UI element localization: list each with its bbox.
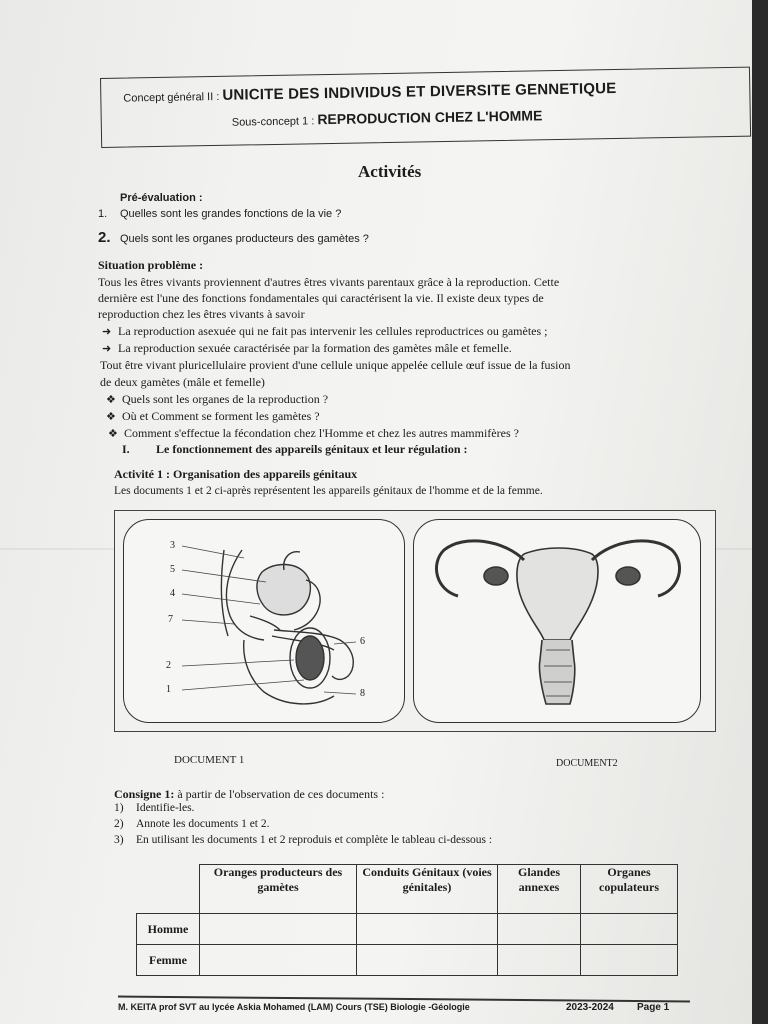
male-label-7: 7	[168, 614, 173, 625]
subconcept-title: REPRODUCTION CHEZ L'HOMME	[317, 107, 543, 128]
table-header-cell: Glandes annexes	[498, 865, 581, 914]
consigne-item-3	[114, 834, 492, 846]
male-label-6: 6	[360, 636, 365, 647]
table-cell[interactable]	[200, 945, 357, 976]
situation-line-5: de deux gamètes (mâle et femelle)	[100, 375, 265, 389]
question-1	[98, 208, 341, 220]
question-2-text: Quels sont les organes producteurs des gamètes ?	[120, 233, 369, 245]
table-header-cell: Oranges producteurs des gamètes	[200, 865, 357, 914]
situation-line-1: Tous les êtres vivants proviennent d'autres êtres vivants parentaux grâce à la reproduction. Cette	[98, 275, 560, 289]
male-label-2: 2	[166, 660, 171, 671]
table-header-cell: Organes copulateurs	[581, 865, 678, 914]
document-1-caption: DOCUMENT 1	[174, 754, 245, 766]
situation-question-2	[106, 409, 320, 424]
document-2-caption: DOCUMENT2	[556, 758, 618, 769]
page-title: Activités	[358, 162, 422, 181]
female-reproductive-system-drawing	[414, 520, 701, 723]
consigne-item-1-text: Identifie-les.	[136, 802, 195, 814]
question-1-num: 1.	[98, 208, 108, 220]
table-cell[interactable]	[498, 945, 581, 976]
bullet-item-2	[102, 341, 512, 356]
consigne-item-3-num: 3)	[114, 834, 124, 846]
situation-question-2-text: Où et Comment se forment les gamètes ?	[122, 409, 320, 423]
table-cell[interactable]	[357, 914, 498, 945]
diamond-bullet-icon: ❖	[106, 394, 116, 406]
subconcept-line	[232, 107, 543, 130]
consigne-line	[114, 787, 384, 802]
bullet-item-1	[102, 324, 548, 339]
table-cell[interactable]	[357, 945, 498, 976]
consigne-item-2	[114, 818, 270, 830]
table-cell[interactable]	[200, 914, 357, 945]
consigne-label: Consigne 1:	[114, 787, 175, 801]
consigne-text: à partir de l'observation de ces documents :	[174, 787, 385, 801]
footer-year: 2023-2024	[566, 1002, 614, 1013]
table-row-header-homme: Homme	[137, 914, 200, 945]
table-row	[137, 945, 678, 976]
activity-title: Activité 1 : Organisation des appareils génitaux	[114, 467, 358, 481]
consigne-item-2-text: Annote les documents 1 et 2.	[136, 818, 270, 830]
summary-table	[136, 864, 678, 976]
table-header-row	[137, 865, 678, 914]
figure-genital-systems	[114, 510, 716, 732]
table-row	[137, 914, 678, 945]
consigne-item-2-num: 2)	[114, 818, 124, 830]
pre-eval-heading: Pré-évaluation :	[120, 192, 203, 204]
concept-line	[123, 80, 616, 107]
table-cell[interactable]	[498, 914, 581, 945]
male-label-3: 3	[170, 540, 175, 551]
consigne-item-1-num: 1)	[114, 802, 124, 814]
male-diagram	[123, 519, 405, 723]
situation-heading: Situation problème :	[98, 258, 204, 272]
question-2-num: 2.	[98, 229, 111, 246]
male-label-4: 4	[170, 588, 175, 599]
situation-line-2: dernière est l'une des fonctions fondamentales qui caractérisent la vie. Il existe deux types de	[98, 291, 544, 305]
situation-question-1	[106, 392, 328, 407]
arrow-bullet-icon: ➜	[102, 343, 112, 355]
question-1-text: Quelles sont les grandes fonctions de la vie ?	[120, 208, 342, 220]
activity-intro: Les documents 1 et 2 ci-après représentent les appareils génitaux de l'homme et de la femme.	[114, 485, 543, 497]
table-row-header-femme: Femme	[137, 945, 200, 976]
arrow-bullet-icon: ➜	[102, 326, 112, 338]
consigne-item-3-text: En utilisant les documents 1 et 2 reproduis et complète le tableau ci-dessous :	[136, 834, 493, 846]
male-label-5: 5	[170, 564, 175, 575]
situation-line-3: reproduction chez les êtres vivants à savoir	[98, 307, 305, 321]
footer-page: Page 1	[637, 1002, 670, 1013]
header-box	[100, 67, 751, 148]
situation-question-3-text: Comment s'effectue la fécondation chez l'Homme et chez les autres mammifères ?	[124, 426, 519, 440]
diamond-bullet-icon: ❖	[108, 428, 118, 440]
question-2	[98, 229, 369, 246]
situation-line-4: Tout être vivant pluricellulaire provient d'une cellule unique appelée cellule œuf issue de la fusion	[100, 358, 571, 372]
section-title: Le fonctionnement des appareils génitaux et leur régulation :	[156, 442, 468, 456]
consigne-item-1	[114, 802, 194, 814]
diamond-bullet-icon: ❖	[106, 411, 116, 423]
table-cell[interactable]	[581, 914, 678, 945]
table-header-cell: Conduits Génitaux (voies génitales)	[357, 865, 498, 914]
concept-label: Concept général II :	[123, 90, 223, 105]
section-heading	[122, 442, 468, 457]
male-label-1: 1	[166, 684, 171, 695]
bullet-text-2: La reproduction sexuée caractérisée par la formation des gamètes mâle et femelle.	[118, 341, 512, 355]
bullet-text-1: La reproduction asexuée qui ne fait pas intervenir les cellules reproductrices ou gamètes ;	[118, 324, 548, 338]
situation-question-3	[108, 426, 519, 441]
subconcept-label: Sous-concept 1 :	[231, 115, 318, 129]
situation-question-1-text: Quels sont les organes de la reproduction ?	[122, 392, 329, 406]
section-num: I.	[122, 442, 130, 456]
footer-credit: M. KEITA prof SVT au lycée Askia Mohamed (LAM) Cours (TSE) Biologie -Géologie	[118, 1002, 470, 1012]
concept-title: UNICITE DES INDIVIDUS ET DIVERSITE GENNETIQUE	[222, 79, 617, 104]
table-corner-cell	[137, 865, 200, 914]
male-label-8: 8	[360, 688, 365, 699]
table-cell[interactable]	[581, 945, 678, 976]
female-diagram	[413, 519, 701, 723]
